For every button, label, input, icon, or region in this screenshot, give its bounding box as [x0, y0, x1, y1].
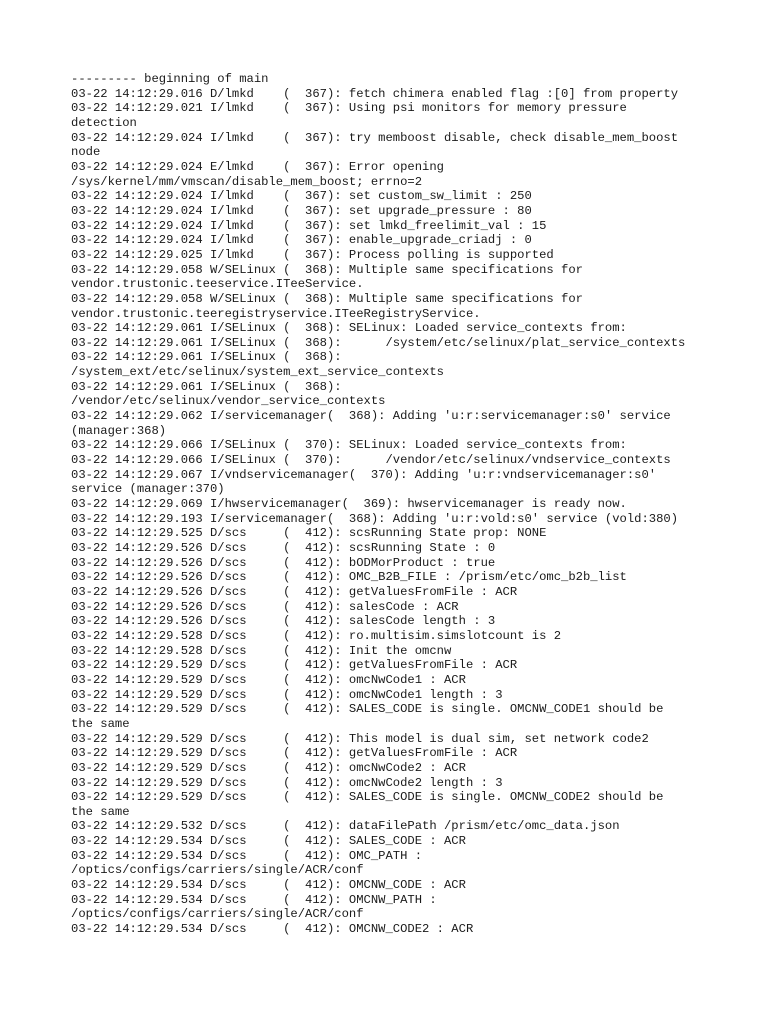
log-line: 03-22 14:12:29.529 D/scs ( 412): This model is dual sim, set network code2 [71, 731, 649, 746]
log-line: 03-22 14:12:29.528 D/scs ( 412): ro.multisim.simslotcount is 2 [71, 628, 562, 643]
log-line: --------- beginning of main [71, 72, 269, 86]
log-line: 03-22 14:12:29.024 I/lmkd ( 367): set lmkd_freelimit_val : 15 [71, 218, 547, 233]
log-line: 03-22 14:12:29.061 I/SELinux ( 368): /system/etc/selinux/plat_service_contexts [71, 335, 686, 350]
log-line: node [71, 145, 101, 160]
log-line: 03-22 14:12:29.534 D/scs ( 412): OMC_PATH : [71, 848, 423, 863]
log-line: 03-22 14:12:29.058 W/SELinux ( 368): Multiple same specifications for [71, 291, 583, 306]
log-line: 03-22 14:12:29.534 D/scs ( 412): OMCNW_CODE : ACR [71, 878, 466, 893]
log-line: 03-22 14:12:29.024 I/lmkd ( 367): try memboost disable, check disable_mem_boost [71, 130, 679, 145]
log-line: 03-22 14:12:29.526 D/scs ( 412): getValuesFromFile : ACR [71, 584, 518, 599]
log-line: 03-22 14:12:29.066 I/SELinux ( 370): SELinux: Loaded service_contexts from: [71, 438, 627, 453]
log-line: 03-22 14:12:29.024 I/lmkd ( 367): set custom_sw_limit : 250 [71, 189, 532, 204]
log-line: 03-22 14:12:29.534 D/scs ( 412): SALES_CODE : ACR [71, 834, 466, 849]
log-line: 03-22 14:12:29.021 I/lmkd ( 367): Using psi monitors for memory pressure [71, 101, 627, 116]
log-line: 03-22 14:12:29.526 D/scs ( 412): salesCode length : 3 [71, 614, 496, 629]
log-line: 03-22 14:12:29.016 D/lmkd ( 367): fetch chimera enabled flag :[0] from property [71, 86, 679, 101]
log-line: 03-22 14:12:29.069 I/hwservicemanager( 369): hwservicemanager is ready now. [71, 497, 627, 512]
log-line: (manager:368) [71, 423, 167, 438]
log-line: 03-22 14:12:29.529 D/scs ( 412): getValuesFromFile : ACR [71, 746, 518, 761]
log-line: 03-22 14:12:29.526 D/scs ( 412): scsRunning State : 0 [71, 541, 496, 555]
log-line: 03-22 14:12:29.529 D/scs ( 412): SALES_CODE is single. OMCNW_CODE1 should be [71, 702, 664, 717]
log-line: 03-22 14:12:29.526 D/scs ( 412): OMC_B2B_FILE : /prism/etc/omc_b2b_list [71, 570, 627, 585]
log-line: vendor.trustonic.teeservice.ITeeService. [71, 277, 364, 292]
log-line: 03-22 14:12:29.024 E/lmkd ( 367): Error opening [71, 159, 444, 174]
log-line: 03-22 14:12:29.062 I/servicemanager( 368): Adding 'u:r:servicemanager:s0' service [71, 409, 671, 424]
log-line: the same [71, 804, 130, 819]
log-line: the same [71, 716, 130, 731]
log-line: vendor.trustonic.teeregistryservice.ITeeRegistryService. [71, 306, 481, 321]
log-line: /optics/configs/carriers/single/ACR/conf [71, 907, 364, 922]
log-line: /optics/configs/carriers/single/ACR/conf [71, 863, 364, 878]
log-line: 03-22 14:12:29.526 D/scs ( 412): bODMorProduct : true [71, 555, 496, 570]
log-line: 03-22 14:12:29.529 D/scs ( 412): SALES_CODE is single. OMCNW_CODE2 should be [71, 790, 664, 805]
log-line: 03-22 14:12:29.532 D/scs ( 412): dataFilePath /prism/etc/omc_data.json [71, 819, 620, 834]
log-line: 03-22 14:12:29.024 I/lmkd ( 367): enable_upgrade_criadj : 0 [71, 233, 532, 248]
log-line: /system_ext/etc/selinux/system_ext_service_contexts [71, 365, 444, 380]
log-line: 03-22 14:12:29.193 I/servicemanager( 368): Adding 'u:r:vold:s0' service (vold:380) [71, 511, 679, 526]
log-line: 03-22 14:12:29.529 D/scs ( 412): omcNwCode2 : ACR [71, 760, 466, 775]
log-document [71, 72, 721, 937]
log-line: service (manager:370) [71, 482, 225, 497]
log-line: 03-22 14:12:29.066 I/SELinux ( 370): /vendor/etc/selinux/vndservice_contexts [71, 453, 671, 468]
log-line: 03-22 14:12:29.061 I/SELinux ( 368): [71, 350, 342, 365]
log-line: 03-22 14:12:29.024 I/lmkd ( 367): set upgrade_pressure : 80 [71, 203, 532, 218]
log-line: 03-22 14:12:29.526 D/scs ( 412): salesCode : ACR [71, 599, 459, 614]
log-line: 03-22 14:12:29.525 D/scs ( 412): scsRunning State prop: NONE [71, 526, 547, 541]
log-line: 03-22 14:12:29.529 D/scs ( 412): omcNwCode1 : ACR [71, 672, 466, 687]
log-line: 03-22 14:12:29.061 I/SELinux ( 368): SELinux: Loaded service_contexts from: [71, 321, 627, 336]
log-line: 03-22 14:12:29.025 I/lmkd ( 367): Process polling is supported [71, 247, 554, 262]
log-line: 03-22 14:12:29.528 D/scs ( 412): Init the omcnw [71, 643, 452, 658]
log-line: 03-22 14:12:29.067 I/vndservicemanager( 370): Adding 'u:r:vndservicemanager:s0' [71, 467, 657, 482]
log-line: 03-22 14:12:29.529 D/scs ( 412): omcNwCode2 length : 3 [71, 775, 503, 790]
log-line: 03-22 14:12:29.058 W/SELinux ( 368): Multiple same specifications for [71, 262, 583, 277]
log-line: 03-22 14:12:29.529 D/scs ( 412): omcNwCode1 length : 3 [71, 687, 503, 702]
log-line: 03-22 14:12:29.534 D/scs ( 412): OMCNW_CODE2 : ACR [71, 922, 474, 937]
log-line: /vendor/etc/selinux/vendor_service_contexts [71, 394, 386, 409]
log-line: 03-22 14:12:29.529 D/scs ( 412): getValuesFromFile : ACR [71, 658, 518, 673]
log-line: 03-22 14:12:29.061 I/SELinux ( 368): [71, 379, 342, 394]
log-line: detection [71, 115, 137, 130]
log-line: /sys/kernel/mm/vmscan/disable_mem_boost; errno=2 [71, 174, 423, 189]
log-line: 03-22 14:12:29.534 D/scs ( 412): OMCNW_PATH : [71, 892, 437, 907]
